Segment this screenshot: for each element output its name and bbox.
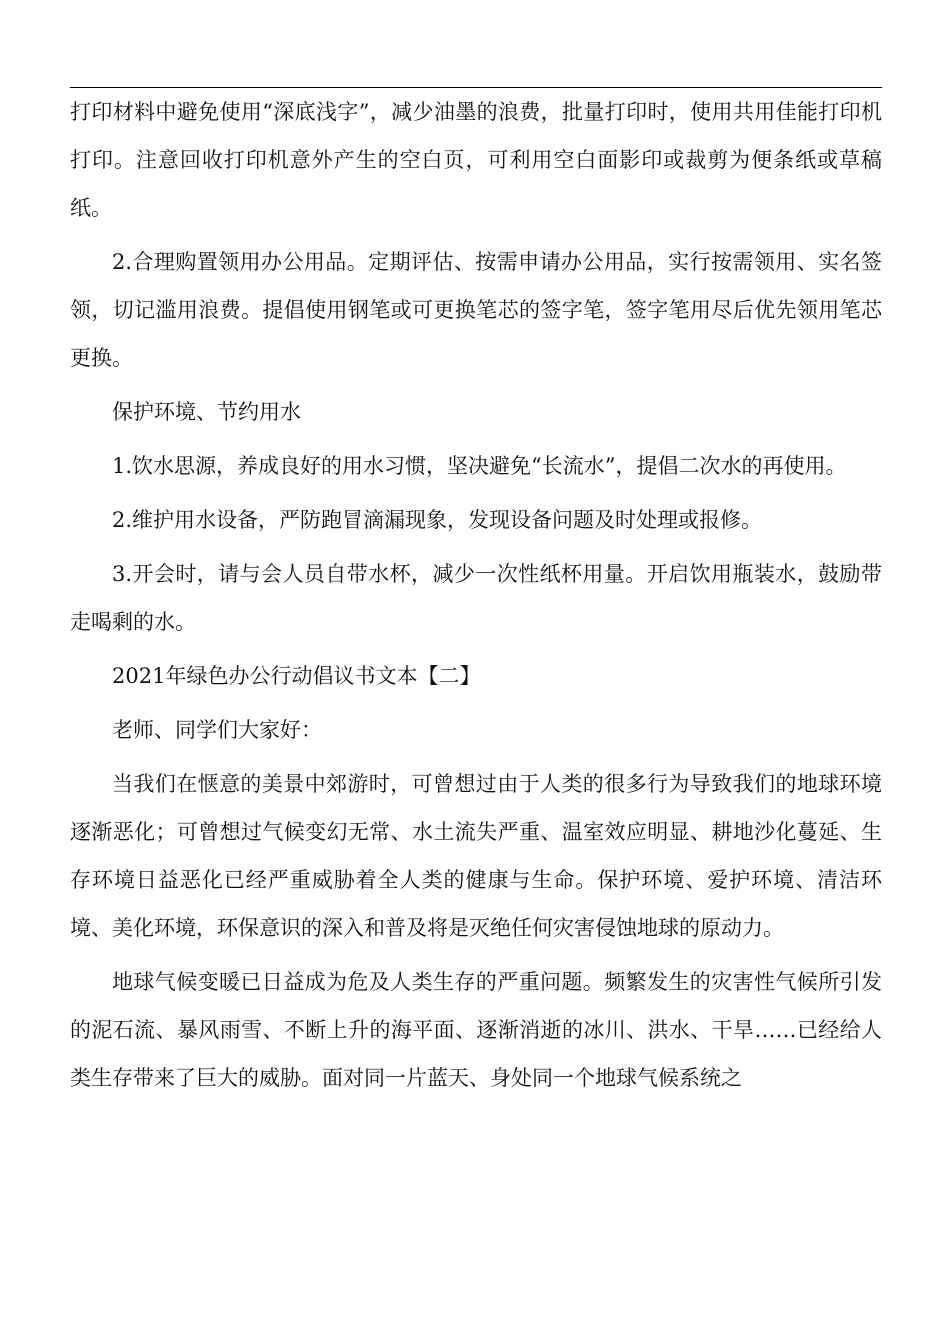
document-body <box>70 88 882 1102</box>
paragraph-printing-tips: 打印材料中避免使用“深底浅字”，减少油墨的浪费，批量打印时，使用共用佳能打印机打印。注意回收打印机意外产生的空白页，可利用空白面影印或裁剪为便条纸或草稿纸。 <box>70 100 882 220</box>
paragraph-environment: 当我们在惬意的美景中郊游时，可曾想过由于人类的很多行为导致我们的地球环境逐渐恶化；可曾想过气候变幻无常、水土流失严重、温室效应明显、耕地沙化蔓延、生存环境日益恶化已经严重威胁着全人类的健康与生命。保护环境、爱护环境、清洁环境、美化环境，环保意识的深入和普及将是灭绝任何灾害侵蚀地球的原动力。 <box>70 772 882 940</box>
paragraph-office-supplies: 2.合理购置领用办公用品。定期评估、按需申请办公用品，实行按需领用、实名签领，切记滥用浪费。提倡使用钢笔或可更换笔芯的签字笔，签字笔用尽后优先领用笔芯更换。 <box>70 250 882 370</box>
paragraph-water-habit: 1.饮水思源，养成良好的用水习惯，坚决避免“长流水”，提倡二次水的再使用。 <box>112 454 847 478</box>
section-title-proposal-two: 2021年绿色办公行动倡议书文本【二】 <box>112 664 481 688</box>
salutation: 老师、同学们大家好： <box>112 718 322 742</box>
section-heading-save-water: 保护环境、节约用水 <box>112 400 301 424</box>
paragraph-meeting-cups: 3.开会时，请与会人员自带水杯，减少一次性纸杯用量。开启饮用瓶装水，鼓励带走喝剩的水。 <box>70 562 882 634</box>
paragraph-water-equipment: 2.维护用水设备，严防跑冒滴漏现象，发现设备问题及时处理或报修。 <box>112 508 763 532</box>
paragraph-climate: 地球气候变暖已日益成为危及人类生存的严重问题。频繁发生的灾害性气候所引发的泥石流、暴风雨雪、不断上升的海平面、逐渐消逝的冰川、洪水、干旱……已经给人类生存带来了巨大的威胁。面对同一片蓝天、身处同一个地球气候系统之 <box>70 970 882 1090</box>
